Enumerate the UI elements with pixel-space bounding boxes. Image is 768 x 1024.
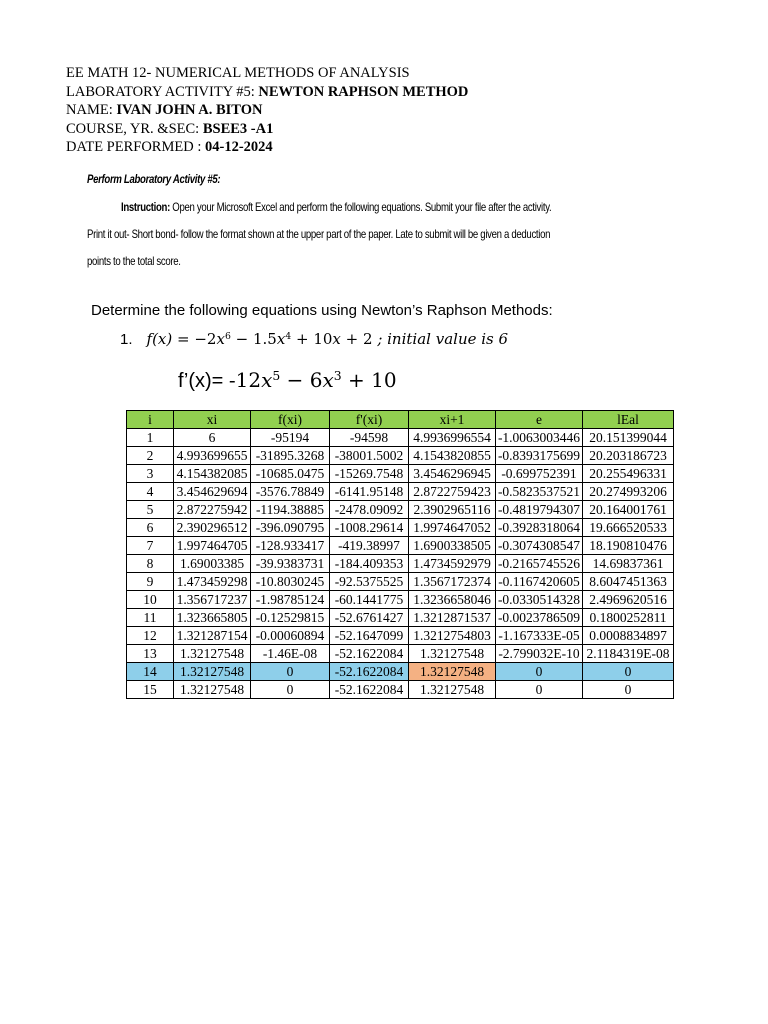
instruction-label: Instruction: xyxy=(121,200,170,214)
table-cell: 1.4734592979 xyxy=(409,555,496,573)
table-cell: 1.473459298 xyxy=(174,573,251,591)
table-cell: -38001.5002 xyxy=(330,447,409,465)
table-cell: 1.3212871537 xyxy=(409,609,496,627)
fx-label: f(x) = xyxy=(146,330,195,348)
table-cell: -3576.78849 xyxy=(251,483,330,501)
table-cell: 1.32127548 xyxy=(409,681,496,699)
derivative-equation xyxy=(178,368,397,393)
course-label: COURSE, YR. &SEC: xyxy=(66,120,203,137)
problem-intro: Determine the following equations using Newton’s Raphson Methods: xyxy=(91,302,553,319)
table-cell: -1008.29614 xyxy=(330,519,409,537)
table-cell: -128.933417 xyxy=(251,537,330,555)
table-cell: 3 xyxy=(127,465,174,483)
table-cell: 5 xyxy=(127,501,174,519)
table-cell: 14 xyxy=(127,663,174,681)
table-cell: -0.00060894 xyxy=(251,627,330,645)
table-cell: 1.3567172374 xyxy=(409,573,496,591)
table-cell: -1.0063003446 xyxy=(496,429,583,447)
instruction-line-2: Print it out- Short bond- follow the format shown at the upper part of the paper. Late to submit will be given a deduction xyxy=(87,227,551,241)
table-cell: 12 xyxy=(127,627,174,645)
table-cell: 1.32127548 xyxy=(174,681,251,699)
table-cell: -6141.95148 xyxy=(330,483,409,501)
table-cell: -31895.3268 xyxy=(251,447,330,465)
table-cell: 2.8722759423 xyxy=(409,483,496,501)
course-line xyxy=(66,120,468,139)
table-cell: -95194 xyxy=(251,429,330,447)
table-cell: 1.6900338505 xyxy=(409,537,496,555)
table-cell: -1.98785124 xyxy=(251,591,330,609)
table-cell: -0.699752391 xyxy=(496,465,583,483)
table-cell: -60.1441775 xyxy=(330,591,409,609)
table-cell: 1.32127548 xyxy=(174,663,251,681)
newton-raphson-table xyxy=(126,410,674,699)
table-cell: 1.32127548 xyxy=(409,645,496,663)
table-cell: -0.5823537521 xyxy=(496,483,583,501)
table-cell: 3.4546296945 xyxy=(409,465,496,483)
table-cell: -10.8030245 xyxy=(251,573,330,591)
table-cell: -0.12529815 xyxy=(251,609,330,627)
table-cell: 20.151399044 xyxy=(583,429,674,447)
table-cell: 2.872275942 xyxy=(174,501,251,519)
table-cell: 8.6047451363 xyxy=(583,573,674,591)
table-row xyxy=(127,483,674,501)
table-row xyxy=(127,429,674,447)
table-cell: 4.154382085 xyxy=(174,465,251,483)
table-body xyxy=(127,429,674,699)
table-cell: 0 xyxy=(496,681,583,699)
table-cell: -2478.09092 xyxy=(330,501,409,519)
table-cell: -52.1622084 xyxy=(330,645,409,663)
table-cell: 2.4969620516 xyxy=(583,591,674,609)
fx-expression: $-2x^6 - 1.5x^4 + 10x + 2$ xyxy=(194,330,378,348)
table-cell: 1.356717237 xyxy=(174,591,251,609)
table-cell: 1.323665805 xyxy=(174,609,251,627)
table-cell: 4.1543820855 xyxy=(409,447,496,465)
table-cell: -0.3074308547 xyxy=(496,537,583,555)
table-cell: -0.0023786509 xyxy=(496,609,583,627)
column-header: i xyxy=(127,411,174,429)
table-cell: 18.190810476 xyxy=(583,537,674,555)
table-cell: 15 xyxy=(127,681,174,699)
table-cell: -2.799032E-10 xyxy=(496,645,583,663)
table-cell: -0.2165745526 xyxy=(496,555,583,573)
student-name: IVAN JOHN A. BITON xyxy=(116,102,263,118)
table-cell: 19.666520533 xyxy=(583,519,674,537)
table-cell: 20.203186723 xyxy=(583,447,674,465)
table-cell: 8 xyxy=(127,555,174,573)
course-section: BSEE3 -A1 xyxy=(202,120,274,137)
table-cell: -52.1622084 xyxy=(330,681,409,699)
activity-line xyxy=(66,83,468,102)
table-row xyxy=(127,609,674,627)
table-cell: 0 xyxy=(496,663,583,681)
table-cell: 3.454629694 xyxy=(174,483,251,501)
table-cell: 0 xyxy=(251,663,330,681)
table-cell: 1 xyxy=(127,429,174,447)
table-cell: -15269.7548 xyxy=(330,465,409,483)
table-row xyxy=(127,681,674,699)
document-header xyxy=(66,64,468,157)
table-cell: 20.274993206 xyxy=(583,483,674,501)
table-row xyxy=(127,573,674,591)
table-cell: -0.1167420605 xyxy=(496,573,583,591)
table-cell: 1.3236658046 xyxy=(409,591,496,609)
table-cell: -94598 xyxy=(330,429,409,447)
column-header: xi+1 xyxy=(409,411,496,429)
table-cell: 6 xyxy=(127,519,174,537)
table-cell: -52.1622084 xyxy=(330,663,409,681)
name-label: NAME: xyxy=(66,102,117,118)
equation-1 xyxy=(120,330,508,348)
table-cell: 0 xyxy=(583,681,674,699)
table-row xyxy=(127,627,674,645)
table-cell: 0 xyxy=(583,663,674,681)
table-cell: -396.090795 xyxy=(251,519,330,537)
instruction-line-1 xyxy=(121,200,551,214)
table-cell: -1.167333E-05 xyxy=(496,627,583,645)
column-header: lEal xyxy=(583,411,674,429)
table-cell: 1.997464705 xyxy=(174,537,251,555)
equation-number: 1. xyxy=(120,331,133,348)
table-cell: -92.5375525 xyxy=(330,573,409,591)
table-row xyxy=(127,465,674,483)
table-cell: 9 xyxy=(127,573,174,591)
table-cell: 1.32127548 xyxy=(174,645,251,663)
table-cell: -0.3928318064 xyxy=(496,519,583,537)
table-cell: 14.69837361 xyxy=(583,555,674,573)
initial-value-text: ; initial value is 6 xyxy=(377,330,509,348)
table-row xyxy=(127,663,674,681)
table-cell: 2.3902965116 xyxy=(409,501,496,519)
table-cell: -184.409353 xyxy=(330,555,409,573)
table-cell: 0.1800252811 xyxy=(583,609,674,627)
table-cell: 1.9974647052 xyxy=(409,519,496,537)
instruction-line-3: points to the total score. xyxy=(87,254,181,268)
instructions-heading: Perform Laboratory Activity #5: xyxy=(87,172,221,186)
derivative-expression: $-12x^5 - 6x^3 + 10$ xyxy=(228,368,397,392)
table-row xyxy=(127,537,674,555)
name-line xyxy=(66,101,468,120)
table-cell: 20.164001761 xyxy=(583,501,674,519)
column-header: xi xyxy=(174,411,251,429)
column-header: f'(xi) xyxy=(330,411,409,429)
table-cell: 4.9936996554 xyxy=(409,429,496,447)
table-cell: -52.6761427 xyxy=(330,609,409,627)
table-cell: 4 xyxy=(127,483,174,501)
table-cell: -1194.38885 xyxy=(251,501,330,519)
table-cell: 1.3212754803 xyxy=(409,627,496,645)
table-cell: 0.0008834897 xyxy=(583,627,674,645)
table-cell: 13 xyxy=(127,645,174,663)
table-header-row xyxy=(127,411,674,429)
table-cell: -10685.0475 xyxy=(251,465,330,483)
activity-label: LABORATORY ACTIVITY #5: xyxy=(66,83,259,100)
table-cell: 10 xyxy=(127,591,174,609)
table-cell: 2.390296512 xyxy=(174,519,251,537)
table-cell: 1.32127548 xyxy=(409,663,496,681)
table-cell: -0.8393175699 xyxy=(496,447,583,465)
instruction-text: Open your Microsoft Excel and perform the following equations. Submit your file after the activity. xyxy=(169,200,552,214)
table-cell: 2.1184319E-08 xyxy=(583,645,674,663)
table-row xyxy=(127,501,674,519)
table-cell: -419.38997 xyxy=(330,537,409,555)
table-cell: 20.255496331 xyxy=(583,465,674,483)
activity-title: NEWTON RAPHSON METHOD xyxy=(258,83,469,100)
table-cell: 6 xyxy=(174,429,251,447)
derivative-label: f’(x)= xyxy=(178,370,229,392)
column-header: f(xi) xyxy=(251,411,330,429)
table-row xyxy=(127,591,674,609)
table-cell: -0.4819794307 xyxy=(496,501,583,519)
date-label: DATE PERFORMED : xyxy=(66,139,205,155)
table-cell: 0 xyxy=(251,681,330,699)
table-row xyxy=(127,447,674,465)
table-cell: -39.9383731 xyxy=(251,555,330,573)
table-row xyxy=(127,555,674,573)
column-header: e xyxy=(496,411,583,429)
table-row xyxy=(127,645,674,663)
table-cell: -0.0330514328 xyxy=(496,591,583,609)
table-cell: 2 xyxy=(127,447,174,465)
table-cell: -52.1647099 xyxy=(330,627,409,645)
table-cell: -1.46E-08 xyxy=(251,645,330,663)
table-cell: 4.993699655 xyxy=(174,447,251,465)
date-line xyxy=(66,138,468,157)
course-title: EE MATH 12- NUMERICAL METHODS OF ANALYSIS xyxy=(66,65,410,81)
table-cell: 1.321287154 xyxy=(174,627,251,645)
date-performed: 04-12-2024 xyxy=(204,139,273,155)
table-cell: 1.69003385 xyxy=(174,555,251,573)
table-cell: 11 xyxy=(127,609,174,627)
table-cell: 7 xyxy=(127,537,174,555)
table-row xyxy=(127,519,674,537)
